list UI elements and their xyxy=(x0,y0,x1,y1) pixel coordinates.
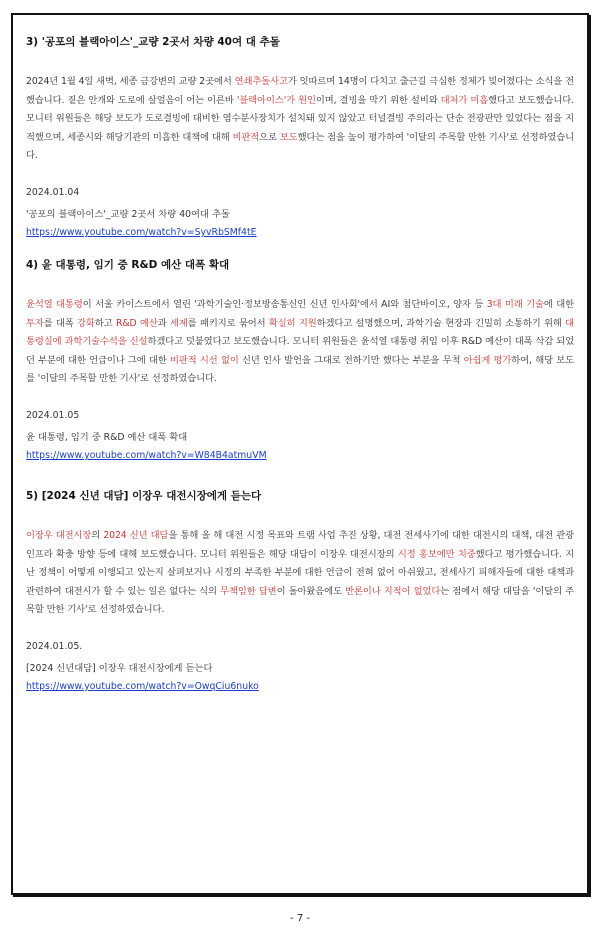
highlighted-phrase: 이장우 대전시장 xyxy=(26,529,92,541)
highlighted-phrase: 시정 홍보에만 치중 xyxy=(397,548,476,560)
highlighted-phrase: 비판적 xyxy=(232,131,260,143)
section-title-3: 3) '공포의 블랙아이스'_교량 2곳서 차량 40여 대 추돌 xyxy=(26,36,280,48)
highlighted-phrase: 2024 신년 대담 xyxy=(103,529,169,541)
body-text-run: 에 대한 xyxy=(543,298,574,310)
section-body-3 xyxy=(26,73,574,166)
body-text-run: 이 서울 카이스트에서 열린 '과학기술인·정보방송통신인 신년 인사회'에서 AI와 첨단바이오, 양자 등 xyxy=(82,298,487,310)
body-text-run: 했다는 점을 높이 평가하여 '이달의 주목할 만한 기사'로 선정하였습니다. xyxy=(26,131,575,162)
body-text-run: 하겠다고 덧붙였다고 보도했습니다. 모니터 위원들은 윤석열 대통령 취임 이후 R&D 예산이 대폭 삭감 되었던 부분에 대한 언급이나 그에 대한 xyxy=(26,336,574,366)
highlighted-phrase: 무책임한 답변 xyxy=(220,585,277,597)
highlighted-phrase: 세제 xyxy=(169,317,188,329)
highlighted-phrase: R&D 예산 xyxy=(116,317,158,329)
body-text-run: 는 점에서 해당 대담을 '이달의 주목할 만한 기사'로 선정하였습니다. xyxy=(26,585,575,616)
article-date-5: 2024.01.05. xyxy=(26,640,83,652)
highlighted-phrase: 아쉽게 평가 xyxy=(463,354,512,366)
article-link-5[interactable]: https://www.youtube.com/watch?v=OwqCiu6nuko xyxy=(26,680,259,692)
highlighted-phrase: 대처가 미흡 xyxy=(440,94,489,106)
article-link-4[interactable]: https://www.youtube.com/watch?v=W84B4atmuVM xyxy=(26,449,267,461)
section-title-5: 5) [2024 신년 대담] 이장우 대전시장에게 듣는다 xyxy=(26,489,262,502)
body-text-run: 하여, 해당 보도를 '이달의 주목할 만한 기사'로 선정하였습니다. xyxy=(26,354,574,385)
highlighted-phrase: 확실히 지원 xyxy=(268,317,317,329)
highlighted-phrase: 투자 xyxy=(26,317,44,329)
body-text-run: 를 패키지로 묶어서 xyxy=(187,317,269,329)
page-frame xyxy=(11,13,589,895)
highlighted-phrase: '블랙아이스'가 원인 xyxy=(236,94,316,106)
highlighted-phrase: 비판적 시선 없이 xyxy=(170,354,239,366)
body-text-run: 신년 인사 발언을 그대로 전하기만 했다는 부분을 무척 xyxy=(238,354,464,366)
body-text-run: 의 xyxy=(91,529,104,541)
article-link-3[interactable]: https://www.youtube.com/watch?v=SyvRbSMf4tE xyxy=(26,226,257,238)
article-ref-title-5: [2024 신년대담] 이장우 대전시장에게 듣는다 xyxy=(26,662,213,674)
body-text-run: 하겠다고 설명했으며, 과학기술 현장과 긴밀히 소통하기 위해 xyxy=(316,317,566,329)
highlighted-phrase: 대통령실에 과학기술수석을 신설 xyxy=(26,317,574,348)
body-text-run: 를 대폭 xyxy=(43,317,78,329)
highlighted-phrase: 보도 xyxy=(279,131,298,143)
article-date-4: 2024.01.05 xyxy=(26,409,80,421)
body-text-run: 했다고 평가했습니다. 지난 정책이 어떻게 이행되고 있는지 살펴보거나 시정의 부족한 부분에 대한 언급이 전혀 없어 아쉬웠고, 전세사기 피해자들에 대한 대책과 관련하여 대전시가 할 수 있는 일은 없다는 식의 xyxy=(26,548,575,597)
highlighted-phrase: 윤석열 대통령 xyxy=(26,298,83,310)
body-text-run: 했다고 보도했습니다. 모니터 위원들은 해당 보도가 도로결빙에 대비한 염수분사장치가 설치돼 있지 않았고 터널결빙 주의라는 단순 전광판만 있었다는 점을 지적했으며, 세종시와 해당기관의 미흡한 대책에 대해 xyxy=(26,94,574,143)
highlighted-phrase: 강화 xyxy=(77,317,95,329)
article-date-3: 2024.01.04 xyxy=(26,186,80,198)
page-content xyxy=(26,33,574,696)
body-text-run: 2024년 1월 4일 새벽, 세종 금강변의 교량 2곳에서 xyxy=(26,76,235,87)
page-number: - 7 - xyxy=(290,913,310,924)
article-ref-title-4: 윤 대통령, 임기 중 R&D 예산 대폭 확대 xyxy=(26,431,188,443)
section-body-5 xyxy=(26,527,574,620)
body-text-run: 가 잇따르며 14명이 다치고 출근길 극심한 정체가 빚어졌다는 소식을 전했습니다. 짙은 안개와 도로에 살얼음이 어는 이른바 xyxy=(26,76,574,106)
body-text-run: 하고 xyxy=(94,317,117,329)
section-body-4 xyxy=(26,296,574,389)
body-text-run: 이며, 결빙을 막기 위한 설비와 xyxy=(315,94,441,106)
body-text-run: 과 xyxy=(157,317,170,329)
article-ref-title-3: '공포의 블랙아이스'_교량 2곳서 차량 40여대 추돌 xyxy=(26,208,230,220)
body-text-run: 으로 xyxy=(259,131,280,143)
highlighted-phrase: 3대 미래 기술 xyxy=(486,298,544,310)
section-title-4: 4) 윤 대통령, 임기 중 R&D 예산 대폭 확대 xyxy=(26,258,230,271)
body-text-run: 을 통해 올 해 대전 시정 목표와 트램 사업 추진 상황, 대전 전세사기에 대한 대전시의 대책, 대전 관광 인프라 확충 방향 등에 대해 보도했습니다. 모니터 위원들은 해당 대담이 이장우 대전시장의 xyxy=(26,529,574,560)
body-text-run: 이 돌아왔음에도 xyxy=(276,585,346,597)
highlighted-phrase: 연쇄추돌사고 xyxy=(234,76,288,87)
highlighted-phrase: 반론이나 지적이 없었다 xyxy=(345,585,441,597)
